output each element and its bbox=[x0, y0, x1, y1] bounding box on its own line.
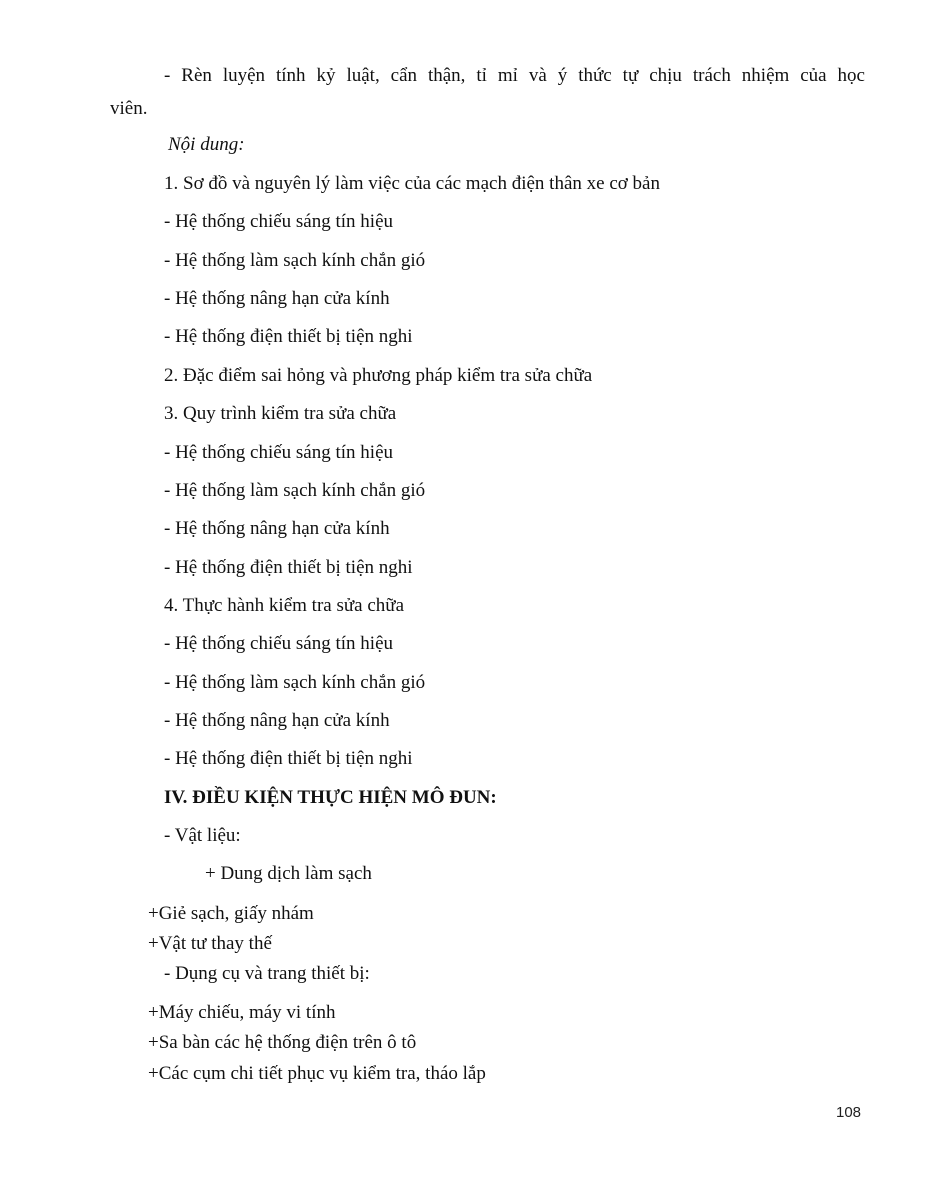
content-line: 4. Thực hành kiểm tra sửa chữa bbox=[164, 595, 404, 616]
content-line: - Hệ thống làm sạch kính chắn gió bbox=[164, 250, 426, 271]
content-line: - Hệ thống điện thiết bị tiện nghi bbox=[164, 326, 413, 347]
intro-line-1: - Rèn luyện tính kỷ luật, cẩn thận, tỉ mỉ và ý thức tự chịu trách nhiệm của học bbox=[164, 65, 865, 86]
section-heading: IV. ĐIỀU KIỆN THỰC HIỆN MÔ ĐUN: bbox=[164, 787, 497, 808]
tools-item: +Các cụm chi tiết phục vụ kiểm tra, tháo lắp bbox=[148, 1063, 486, 1084]
content-heading: Nội dung: bbox=[168, 134, 245, 155]
content-line: - Hệ thống chiếu sáng tín hiệu bbox=[164, 633, 394, 654]
content-line: - Hệ thống nâng hạn cửa kính bbox=[164, 518, 390, 539]
content-line: - Hệ thống làm sạch kính chắn gió bbox=[164, 672, 426, 693]
intro-line-2: viên. bbox=[110, 98, 148, 119]
content-line: - Hệ thống chiếu sáng tín hiệu bbox=[164, 442, 394, 463]
content-line: - Hệ thống làm sạch kính chắn gió bbox=[164, 480, 426, 501]
tools-label: - Dụng cụ và trang thiết bị: bbox=[164, 963, 370, 984]
content-line: - Hệ thống điện thiết bị tiện nghi bbox=[164, 748, 413, 769]
materials-item: +Giẻ sạch, giấy nhám bbox=[148, 903, 314, 924]
page-number: 108 bbox=[836, 1104, 862, 1121]
intro-paragraph bbox=[110, 64, 865, 121]
materials-item: + Dung dịch làm sạch bbox=[205, 863, 372, 884]
tools-item: +Sa bàn các hệ thống điện trên ô tô bbox=[148, 1032, 417, 1053]
content-line: - Hệ thống nâng hạn cửa kính bbox=[164, 710, 390, 731]
content-line: 3. Quy trình kiểm tra sửa chữa bbox=[164, 403, 397, 424]
content-line: 2. Đặc điểm sai hỏng và phương pháp kiểm tra sửa chữa bbox=[164, 365, 593, 386]
tools-item: +Máy chiếu, máy vi tính bbox=[148, 1002, 336, 1023]
materials-item: +Vật tư thay thế bbox=[148, 933, 272, 954]
content-line: - Hệ thống điện thiết bị tiện nghi bbox=[164, 557, 413, 578]
content-line: - Hệ thống chiếu sáng tín hiệu bbox=[164, 211, 394, 232]
materials-label: - Vật liệu: bbox=[164, 825, 241, 846]
content-line: - Hệ thống nâng hạn cửa kính bbox=[164, 288, 390, 309]
content-line: 1. Sơ đồ và nguyên lý làm việc của các mạch điện thân xe cơ bản bbox=[164, 173, 660, 194]
